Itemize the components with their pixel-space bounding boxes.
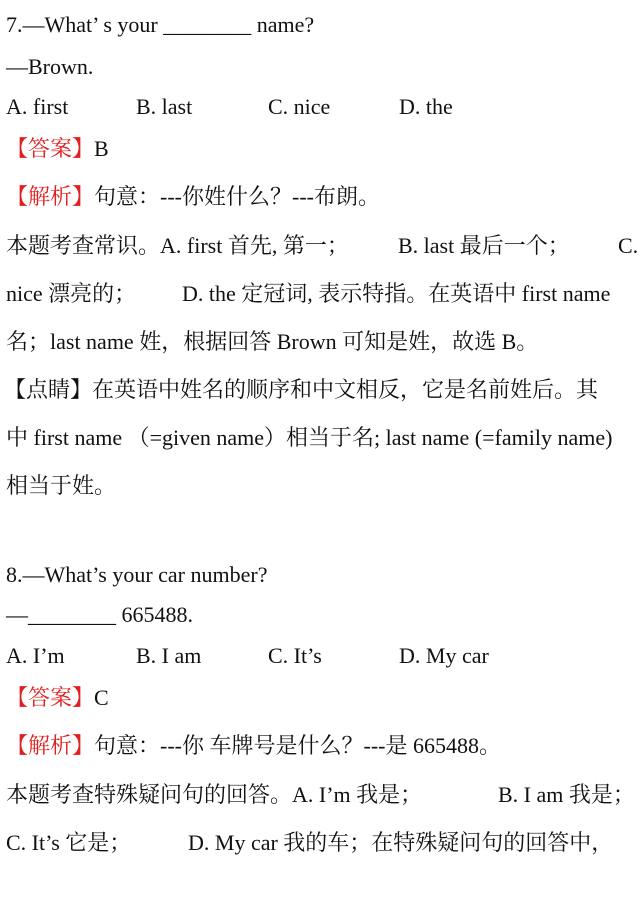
q7-option-a: A. first (6, 94, 69, 119)
q8-explain-c: C. It’s 它是； (6, 830, 132, 855)
q8-explain-b: B. I am 我是； (498, 782, 635, 807)
q8-explain-line-2 (6, 828, 640, 858)
q7-analysis (6, 182, 640, 212)
q7-explain-a: 本题考查常识。A. first 首先, 第一； (6, 233, 349, 258)
q7-option-b: B. last (136, 94, 193, 119)
q7-explain-line-1 (6, 231, 640, 261)
q7-analysis-label: 【解析】 (6, 184, 95, 209)
q7-analysis-text: 句意：---你姓什么？---布朗。 (94, 184, 380, 209)
q7-answer-value: B (94, 136, 109, 161)
q8-analysis (6, 731, 640, 761)
q8-options (6, 641, 640, 671)
q8-stem: 8.—What’s your car number? (6, 562, 268, 587)
q7-stem: 7.—What’ s your ________ name? (6, 12, 315, 37)
q7-tip-line-3: 相当于姓。 (6, 473, 117, 498)
q8-option-c: C. It’s (268, 643, 322, 668)
q8-explain-d: D. My car 我的车；在特殊疑问句的回答中， (188, 830, 614, 855)
q7-explain-b: B. last 最后一个； (398, 233, 570, 258)
q7-option-c: C. nice (268, 94, 331, 119)
q8-explain-line-1 (6, 780, 640, 810)
q7-explain-e: D. the 定冠词, 表示特指。在英语中 first name (182, 281, 611, 306)
q7-explain-line-3: 名；last name 姓，根据回答 Brown 可知是姓，故选 B。 (6, 329, 539, 354)
q8-reply: —________ 665488. (6, 602, 193, 627)
q7-option-d: D. the (399, 94, 453, 119)
q7-explain-d: nice 漂亮的； (6, 281, 137, 306)
q8-answer-label: 【答案】 (6, 685, 95, 710)
q7-explain-c: C. (618, 233, 639, 258)
q7-reply: —Brown. (6, 54, 94, 79)
q8-explain-a: 本题考查特殊疑问句的回答。A. I’m 我是； (6, 782, 423, 807)
q7-options (6, 92, 640, 122)
q8-answer (6, 683, 640, 713)
q8-option-a: A. I’m (6, 643, 65, 668)
q8-option-b: B. I am (136, 643, 202, 668)
q8-option-d: D. My car (399, 643, 489, 668)
q8-analysis-label: 【解析】 (6, 733, 95, 758)
q7-tip-line-2: 中 first name （=given name）相当于名; last name (=family name) (6, 425, 613, 450)
q8-analysis-text: 句意：---你 车牌号是什么？---是 665488。 (94, 733, 501, 758)
q7-answer (6, 134, 640, 164)
q8-answer-value: C (94, 685, 109, 710)
q7-answer-label: 【答案】 (6, 136, 95, 161)
q7-explain-line-2 (6, 279, 640, 309)
q7-tip-line-1: 【点睛】在英语中姓名的顺序和中文相反，它是名前姓后。其 (4, 377, 599, 402)
